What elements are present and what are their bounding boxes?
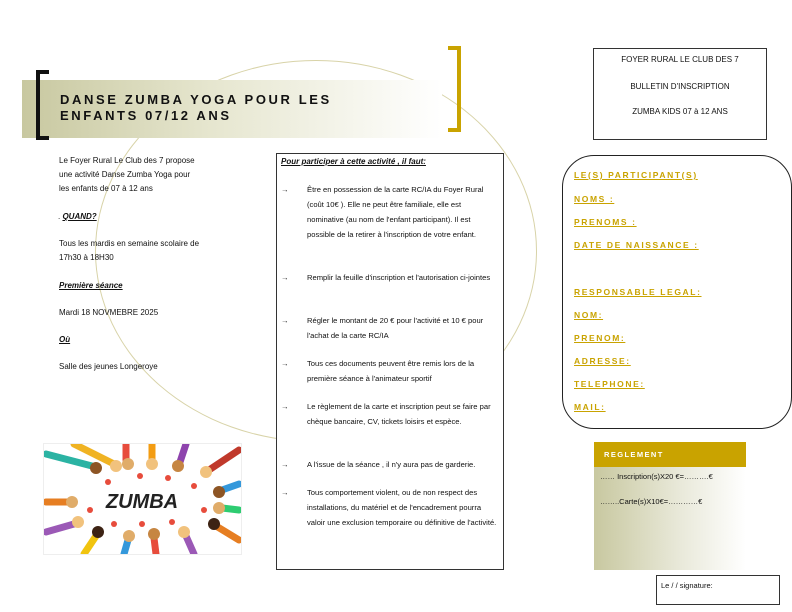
field-date-naissance[interactable]: DATE DE NAISSANCE : (574, 240, 699, 250)
premiere-label: Première séance (59, 281, 123, 290)
signature-box[interactable] (656, 575, 780, 605)
intro-line-1: Le Foyer Rural Le Club des 7 propose (59, 156, 195, 165)
field-mail[interactable]: MAIL: (574, 402, 606, 412)
condition-text: Être en possession de la carte RC/IA du Foyer Rural (coût 10€ ). Elle ne peut être familiale, elle est nominative (au nom de l'enfant participant). Il est possible de la retirer à l'inscription de votre enfant. (307, 185, 484, 239)
arrow-icon: → (281, 273, 289, 282)
quand-line-1: Tous les mardis en semaine scolaire de (59, 239, 200, 248)
reglement-carte-line[interactable]: ……..Carte(s)X10€=…………€ (600, 497, 703, 506)
reglement-header (594, 442, 746, 467)
quand-prefix: . (58, 212, 63, 221)
zumba-logo-text: ZUMBA (105, 491, 179, 513)
quand-label: QUAND? (62, 212, 97, 221)
participant-box (562, 155, 792, 429)
conditions-title: Pour participer à cette activité , il faut: (281, 157, 426, 166)
quand-heading (58, 210, 97, 224)
ou-label: Où (59, 335, 71, 344)
field-prenoms[interactable]: PRENOMS : (574, 217, 637, 227)
condition-text: Tous ces documents peuvent être remis lors de la première séance à l'animateur sportif (307, 359, 475, 383)
right-bracket-decoration (448, 46, 461, 132)
ou-location: Salle des jeunes Longeroye (59, 362, 158, 371)
header-box (593, 48, 767, 140)
intro-text (59, 154, 195, 196)
header-subtitle: ZUMBA KIDS 07 à 12 ANS (632, 107, 728, 116)
condition-item-3 (281, 313, 497, 343)
arrow-icon: → (281, 488, 289, 497)
reglement-inscription-line[interactable]: …… Inscription(s)X20 €=……….€ (600, 472, 713, 481)
condition-item-5 (281, 399, 497, 429)
zumba-hands-graphic (44, 444, 241, 554)
left-bracket-decoration (36, 70, 49, 140)
arrow-icon: → (281, 460, 289, 469)
reglement-heading: REGLEMENT (604, 450, 664, 459)
header-doc-title: BULLETIN D'INSCRIPTION (630, 82, 730, 91)
title-line-1: DANSE ZUMBA YOGA POUR LES (60, 92, 332, 107)
field-telephone[interactable]: TELEPHONE: (574, 379, 645, 389)
field-noms[interactable]: NOMS : (574, 194, 615, 204)
condition-item-4 (281, 356, 497, 386)
header-org: FOYER RURAL LE CLUB DES 7 (621, 55, 739, 64)
field-prenom[interactable]: PRENOM: (574, 333, 626, 343)
condition-item-6 (281, 457, 497, 472)
conditions-box (276, 153, 504, 570)
quand-line-2: 17h30 à 18H30 (59, 253, 114, 262)
intro-line-2: une activité Danse Zumba Yoga pour (59, 170, 191, 179)
arrow-icon: → (281, 402, 289, 411)
page-title (60, 92, 390, 124)
field-adresse[interactable]: ADRESSE: (574, 356, 631, 366)
participants-heading: LE(S) PARTICIPANT(S) (574, 170, 698, 180)
condition-item-7 (281, 485, 497, 530)
premiere-date: Mardi 18 NOVMEBRE 2025 (59, 308, 159, 317)
condition-item-1 (281, 182, 497, 242)
responsable-heading: RESPONSABLE LEGAL: (574, 287, 702, 297)
condition-text: Le règlement de la carte et inscription peut se faire par chèque bancaire, CV, tickets loisirs et espèce. (307, 402, 491, 426)
zumba-illustration (43, 443, 242, 555)
condition-text: Remplir la feuille d'inscription et l'autorisation ci-jointes (307, 273, 491, 282)
arrow-icon: → (281, 316, 289, 325)
quand-text (59, 237, 199, 265)
arrow-icon: → (281, 185, 289, 194)
condition-text: A l'issue de la séance , il n'y aura pas de garderie. (307, 460, 476, 469)
condition-item-2 (281, 270, 497, 285)
title-line-2: ENFANTS 07/12 ANS (60, 108, 232, 123)
intro-line-3: les enfants de 07 à 12 ans (59, 184, 153, 193)
condition-text: Tous comportement violent, ou de non respect des installations, du matériel et de l'encadrement pourra valoir une exclusion temporaire ou définitive de l'activité. (307, 488, 497, 527)
field-nom[interactable]: NOM: (574, 310, 604, 320)
signature-label: Le / / signature: (661, 581, 713, 590)
arrow-icon: → (281, 359, 289, 368)
condition-text: Régler le montant de 20 € pour l'activité et 10 € pour l'achat de la carte RC/IA (307, 316, 484, 340)
